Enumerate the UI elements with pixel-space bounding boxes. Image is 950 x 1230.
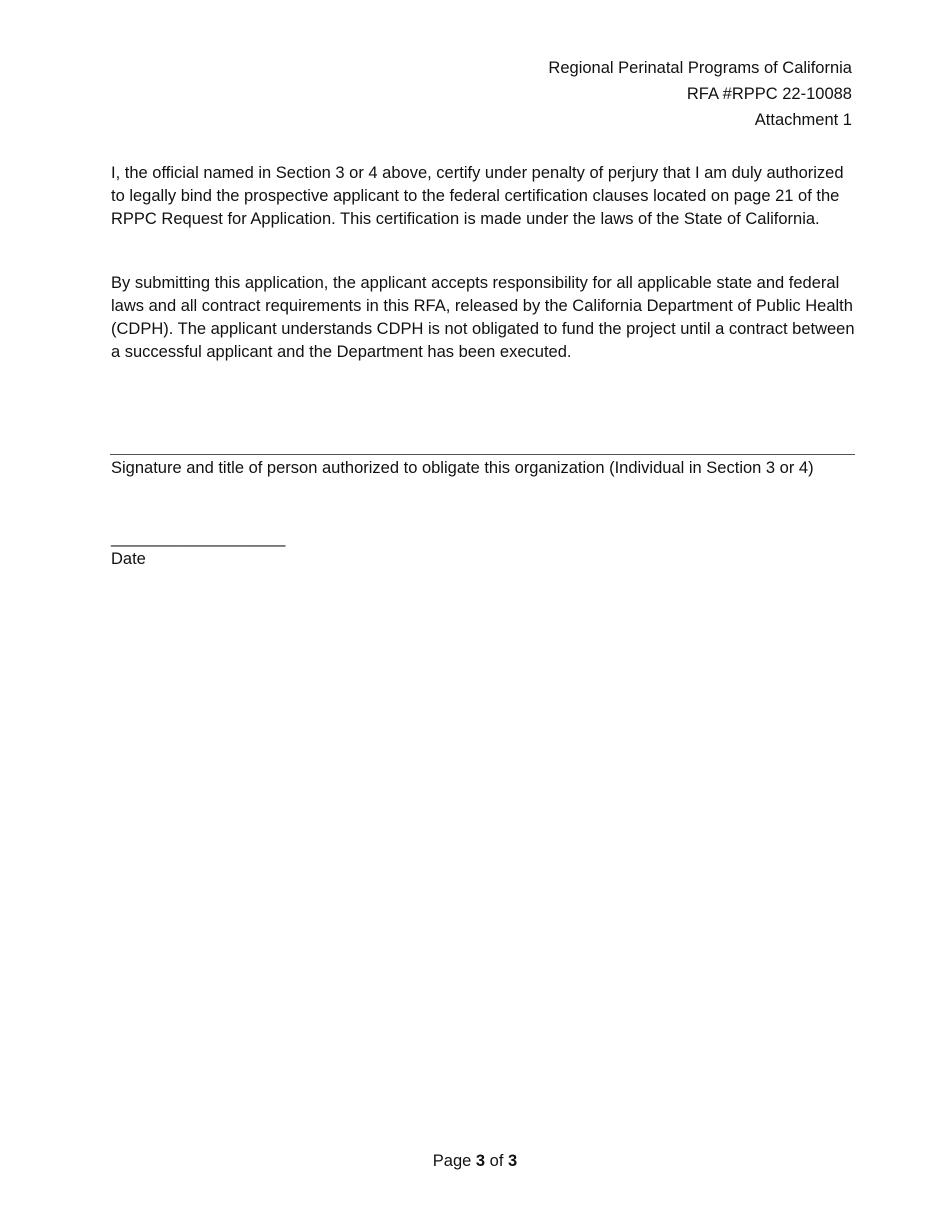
signature-label: Signature and title of person authorized to obligate this organization (Individual in Section 3 or 4) [111, 459, 814, 477]
total-pages-number: 3 [508, 1152, 518, 1170]
page-footer [0, 1150, 950, 1172]
page-word: Page [432, 1152, 476, 1170]
responsibility-paragraph: By submitting this application, the applicant accepts responsibility for all applicable state and federal laws and all contract requirements in this RFA, released by the California Department of Public Health (CDPH). The applicant understands CDPH is not obligated to fund the project until a contract between a successful applicant and the Department has been executed. [111, 274, 855, 361]
document-header [548, 55, 852, 133]
header-rfa-number: RFA #RPPC 22-10088 [686, 85, 852, 103]
certification-paragraph: I, the official named in Section 3 or 4 above, certify under penalty of perjury that I am duly authorized to legally bind the prospective applicant to the federal certification clauses located on page 21 of the RPPC Request for Application. This certification is made under the laws of the State of California. [111, 164, 844, 228]
current-page-number: 3 [475, 1152, 486, 1170]
date-label: Date [111, 550, 146, 568]
signature-line[interactable] [110, 454, 855, 455]
header-attachment: Attachment 1 [754, 111, 852, 129]
date-line[interactable]: ___________________ [111, 529, 286, 547]
header-organization: Regional Perinatal Programs of California [548, 59, 852, 77]
of-word: of [485, 1152, 509, 1170]
